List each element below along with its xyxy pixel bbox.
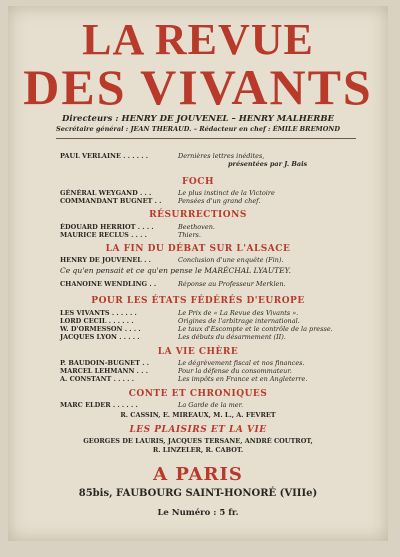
- toc-author: LES VIVANTS . . . . . .: [60, 309, 137, 317]
- toc-row: [60, 317, 370, 325]
- publication-address: 85bis, FAUBOURG SAINT-HONORÉ (VIIIe): [78, 488, 318, 499]
- publication-city: A PARIS: [153, 464, 243, 485]
- toc-work: Pensées d'un grand chef.: [178, 197, 261, 205]
- masthead-line-2: DES VIVANTS: [23, 59, 373, 115]
- toc-author: CHANOINE WENDLING . .: [60, 280, 157, 288]
- toc-work: Pour la défense du consommateur.: [178, 367, 292, 375]
- masthead-line-1: LA REVUE: [82, 15, 314, 64]
- toc-full-line: Ce qu'en pensait et ce qu'en pense le MARÉCHAL LYAUTEY.: [60, 266, 291, 275]
- toc-row: [60, 309, 370, 317]
- toc-row: [60, 231, 370, 239]
- toc-work: Le plus instinct de la Victoire: [178, 189, 275, 197]
- divider: [56, 138, 356, 139]
- toc-work: Les débuts du désarmement (II).: [178, 333, 286, 341]
- toc-row: [60, 223, 370, 231]
- section-title-plaisirs: LES PLAISIRS ET LA VIE: [129, 425, 267, 435]
- toc-row: [60, 333, 370, 341]
- toc-author: A. CONSTANT . . . . .: [60, 375, 134, 383]
- toc-work: Le taux d'Escompte et le contrôle de la presse.: [178, 325, 333, 333]
- toc-row: [60, 401, 370, 409]
- secretary-line: Secrétaire général : JEAN THERAUD. – Rédacteur en chef : ÉMILE BREMOND: [56, 125, 340, 133]
- section-title-resurrections: RÉSURRECTIONS: [149, 210, 247, 220]
- toc-author: P. BAUDOIN-BUGNET . .: [60, 359, 150, 367]
- toc-work: Conclusion d'une enquête (Fin).: [178, 256, 284, 264]
- toc-contributors: GEORGES DE LAURIS, JACQUES TERSANE, ANDRÉ COUTROT,: [83, 437, 313, 445]
- toc-row: [60, 375, 370, 383]
- section-title-vie-chere: LA VIE CHÈRE: [157, 347, 239, 357]
- toc-row: [60, 197, 370, 205]
- section-title-alsace: LA FIN DU DÉBAT SUR L'ALSACE: [105, 244, 291, 254]
- toc-work: Dernières lettres inédites,: [178, 152, 265, 160]
- section-title-contes: CONTE ET CHRONIQUES: [128, 389, 268, 399]
- toc-author: PAUL VERLAINE . . . . . .: [60, 152, 149, 160]
- toc-contributors: R. LINZELER, R. CABOT.: [152, 446, 244, 454]
- toc-note: présentées par J. Bais: [228, 160, 308, 168]
- issue-price: Le Numéro : 5 fr.: [157, 508, 239, 518]
- toc-work: Thiers.: [178, 231, 201, 239]
- toc-work: Le Prix de « La Revue des Vivants ».: [178, 309, 299, 317]
- toc-row: [60, 189, 370, 197]
- toc-work: Les impôts en France et en Angleterre.: [178, 375, 308, 383]
- toc-author: ÉDOUARD HERRIOT . . . .: [60, 223, 154, 231]
- toc-author: MARCEL LEHMANN . . .: [60, 367, 148, 375]
- toc-work: Réponse au Professeur Merklen.: [178, 280, 286, 288]
- toc-row: [60, 280, 370, 288]
- toc-author: COMMANDANT BUGNET . .: [60, 197, 162, 205]
- toc-author: MAURICE RECLUS . . . .: [60, 231, 147, 239]
- magazine-cover: [8, 6, 388, 541]
- toc-author: W. D'ORMESSON . . . .: [60, 325, 141, 333]
- toc-row: [60, 152, 370, 160]
- toc-work: La Garde de la mer.: [178, 401, 244, 409]
- toc-row: [60, 359, 370, 367]
- toc-work: Le dégrèvement fiscal et nos finances.: [178, 359, 305, 367]
- toc-author: HENRY DE JOUVENEL . .: [60, 256, 151, 264]
- section-title-foch: FOCH: [182, 177, 214, 187]
- toc-author: LORD CECIL . . . . . .: [60, 317, 134, 325]
- toc-work: Beethoven.: [178, 223, 215, 231]
- section-title-europe: POUR LES ÉTATS FÉDÉRÉS D'EUROPE: [91, 296, 305, 306]
- toc-row: [60, 256, 370, 264]
- toc-contributors: R. CASSIN, E. MIREAUX, M. L., A. FEVRET: [120, 411, 276, 419]
- toc-author: JACQUES LYON . . . . .: [60, 333, 140, 341]
- toc-author: MARC ELDER . . . . . .: [60, 401, 138, 409]
- toc-work: Origines de l'arbitrage international.: [178, 317, 300, 325]
- toc-author: GÉNÉRAL WEYGAND . . .: [60, 189, 152, 197]
- directors-line: Directeurs : HENRY DE JOUVENEL – HENRY MALHERBE: [61, 114, 335, 124]
- toc-row: [60, 367, 370, 375]
- toc-row: [60, 325, 370, 333]
